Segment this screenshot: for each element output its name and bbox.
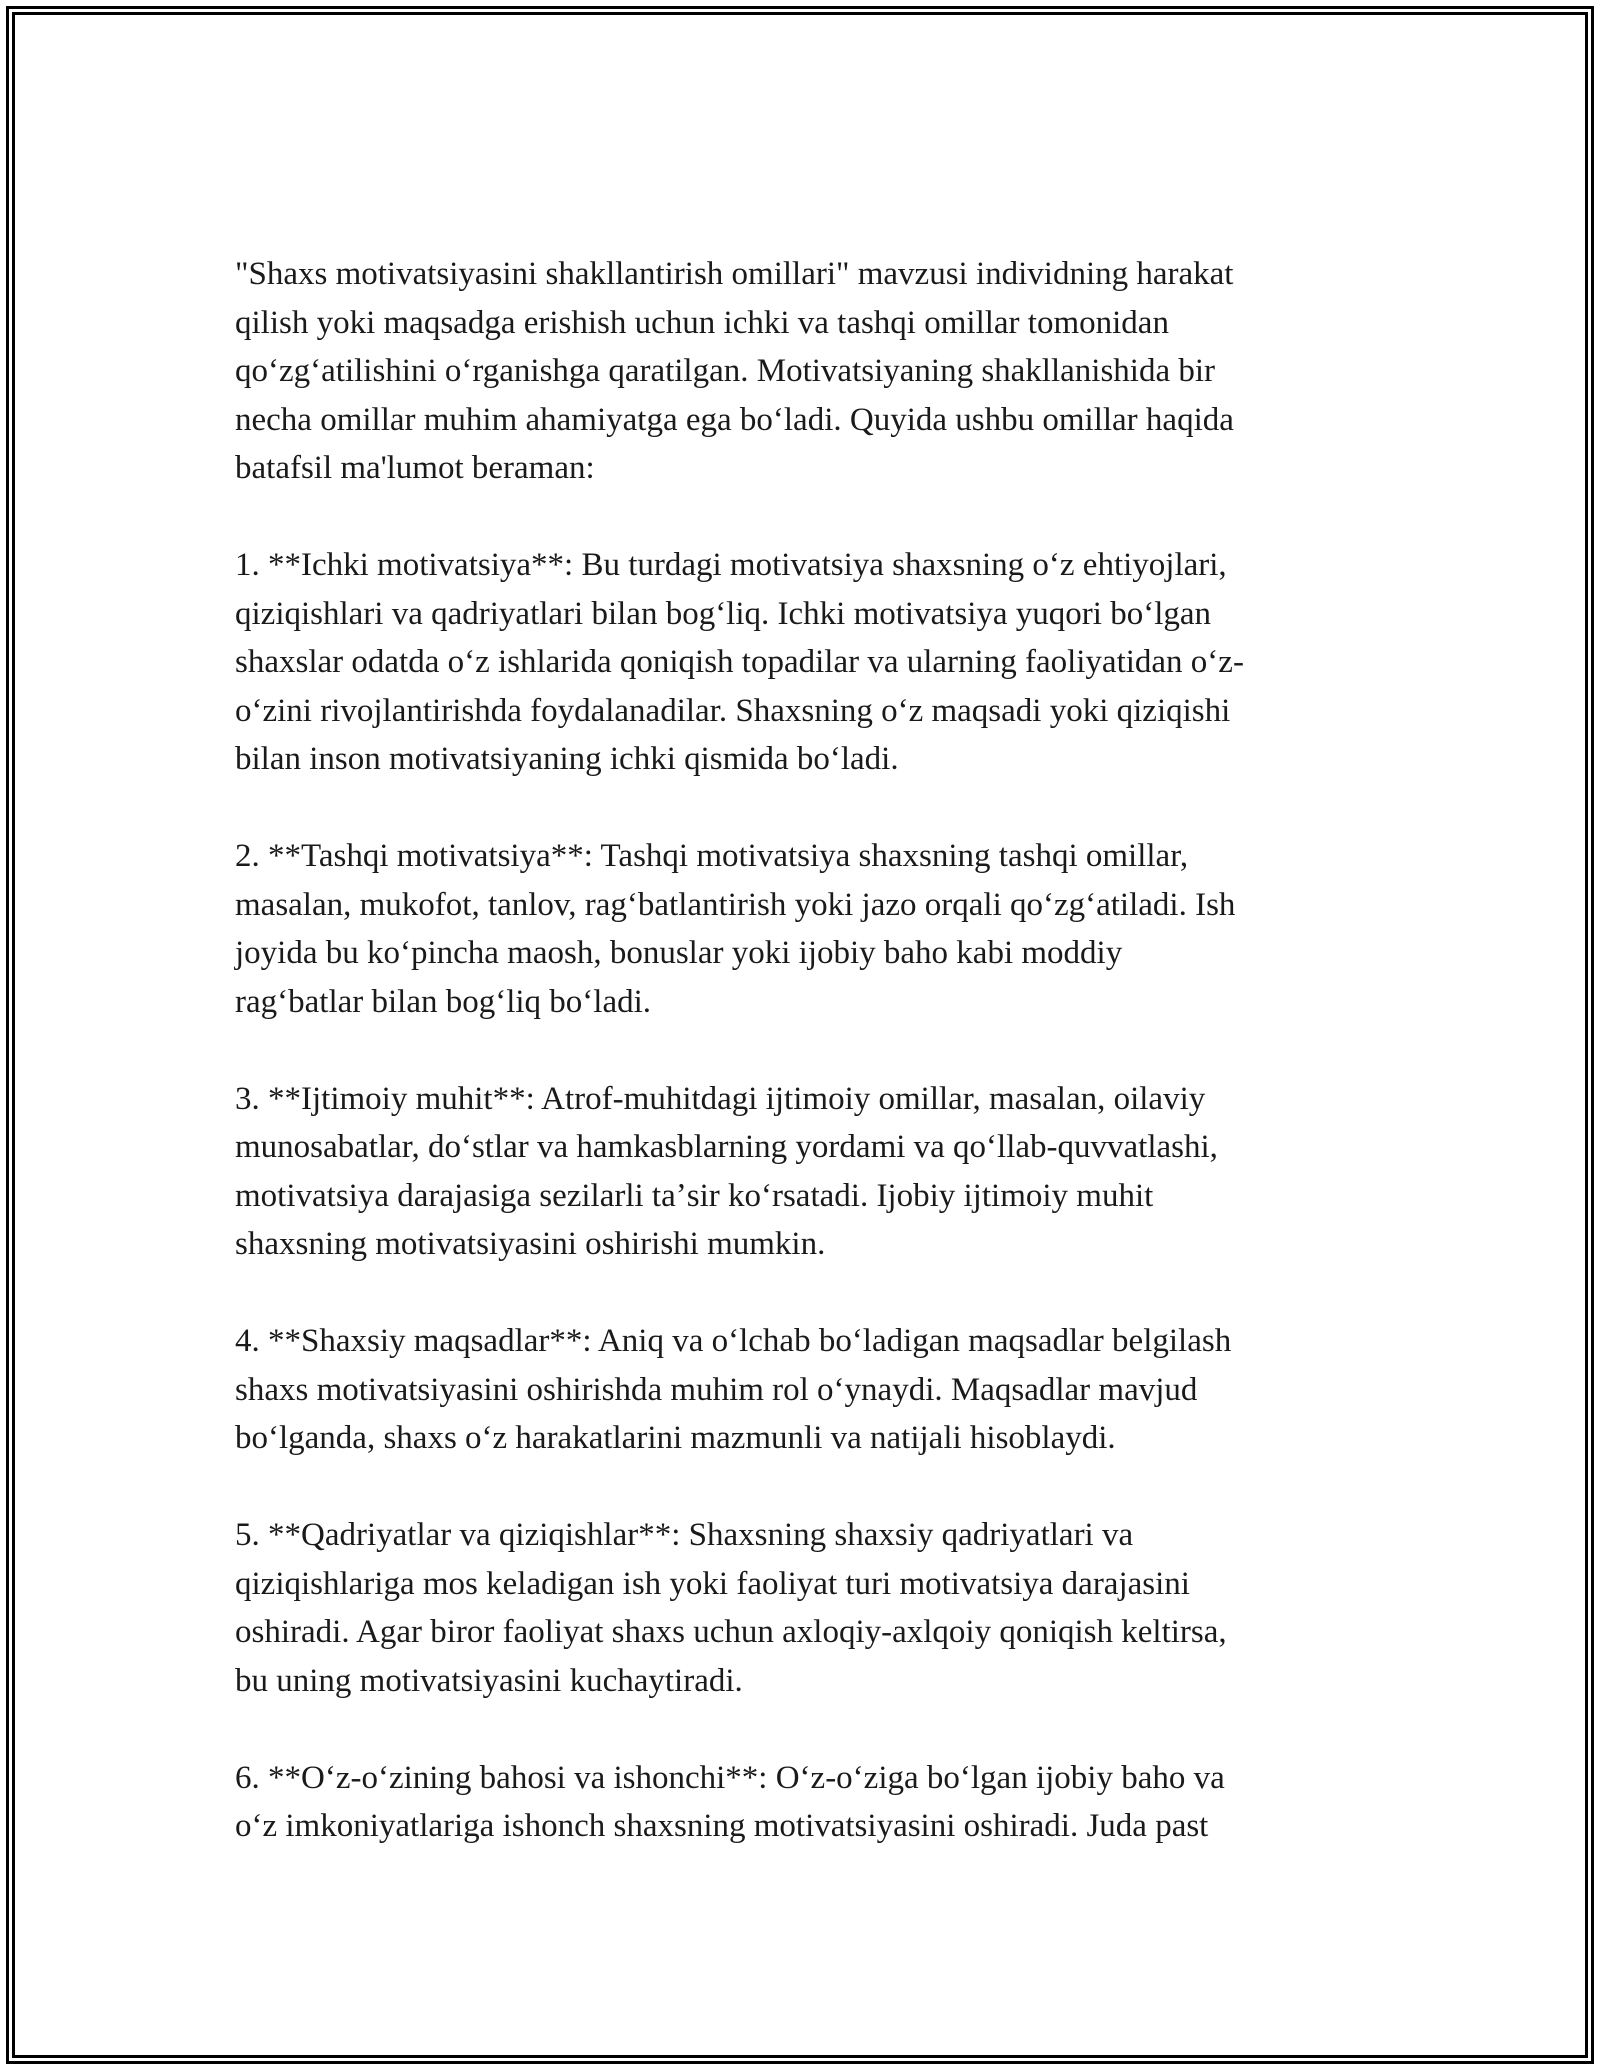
- paragraph-internal-motivation: 1. **Ichki motivatsiya**: Bu turdagi motivatsiya shaxsning oʻz ehtiyojlari, qiziqishlari va qadriyatlari bilan bogʻliq. Ichki motivatsiya yuqori boʻlgan shaxslar odatda oʻz ishlarida qoniqish topadilar va ularning faoliyatidan oʻz- oʻzini rivojlantirishda foydalanadilar. Shaxsning oʻz maqsadi yoki qiziqishi bilan inson motivatsiyaning ichki qismida boʻladi.: [235, 547, 1244, 777]
- paragraph-social-environment: 3. **Ijtimoiy muhit**: Atrof-muhitdagi ijtimoiy omillar, masalan, oilaviy munosabatlar, doʻstlar va hamkasblarning yordami va qoʻllab-quvvatlashi, motivatsiya darajasiga sezilarli taʼsir koʻrsatadi. Ijobiy ijtimoiy muhit shaxsning motivatsiyasini oshirishi mumkin.: [235, 1080, 1218, 1262]
- paragraph-personal-goals: 4. **Shaxsiy maqsadlar**: Aniq va oʻlchab boʻladigan maqsadlar belgilash shaxs motivatsiyasini oshirishda muhim rol oʻynaydi. Maqsadlar mavjud boʻlganda, shaxs oʻz harakatlarini mazmunli va natijali hisoblaydi.: [235, 1323, 1232, 1456]
- paragraph-external-motivation: 2. **Tashqi motivatsiya**: Tashqi motivatsiya shaxsning tashqi omillar, masalan, mukofot, tanlov, ragʻbatlantirish yoki jazo orqali qoʻzgʻatiladi. Ish joyida bu koʻpincha maosh, bonuslar yoki ijobiy baho kabi moddiy ragʻbatlar bilan bogʻliq boʻladi.: [235, 838, 1236, 1020]
- paragraph-self-esteem: 6. **Oʻz-oʻzining bahosi va ishonchi**: Oʻz-oʻziga boʻlgan ijobiy baho va oʻz imkoniyatlariga ishonch shaxsning motivatsiyasini oshiradi. Juda past: [235, 1759, 1225, 1844]
- intro-paragraph: "Shaxs motivatsiyasini shakllantirish omillari" mavzusi individning harakat qilish yoki maqsadga erishish uchun ichki va tashqi omillar tomonidan qoʻzgʻatilishini oʻrganishga qaratilgan. Motivatsiyaning shakllanishida bir necha omillar muhim ahamiyatga ega boʻladi. Quyida ushbu omillar haqida batafsil ma'lumot beraman:: [235, 256, 1234, 486]
- document-body: [235, 250, 1365, 1851]
- paragraph-values-interests: 5. **Qadriyatlar va qiziqishlar**: Shaxsning shaxsiy qadriyatlari va qiziqishlariga mos keladigan ish yoki faoliyat turi motivatsiya darajasini oshiradi. Agar biror faoliyat shaxs uchun axloqiy-axlqoiy qoniqish keltirsa, bu uning motivatsiyasini kuchaytiradi.: [235, 1517, 1227, 1699]
